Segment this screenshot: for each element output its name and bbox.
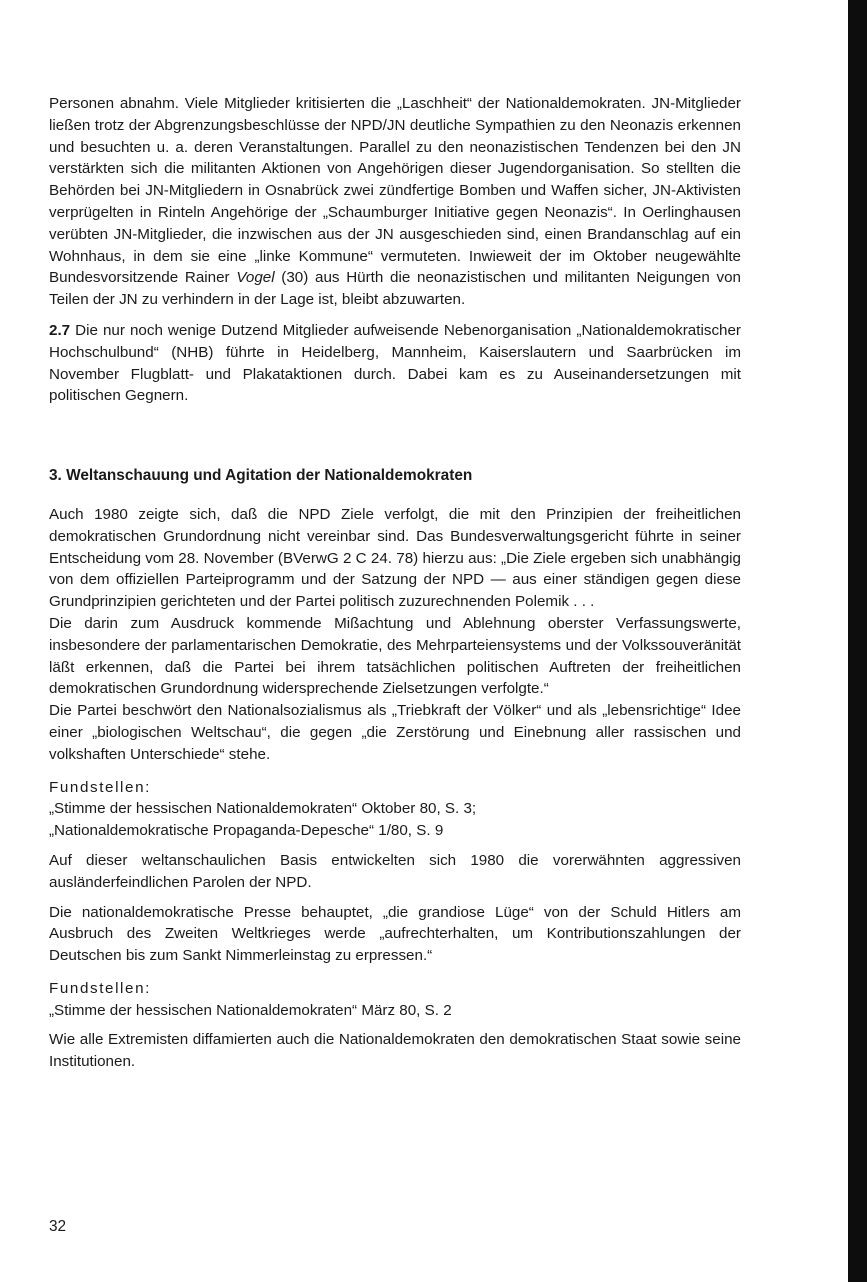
- paragraph-party: Die Partei beschwört den Nationalsozialismus als „Triebkraft der Völker“ und als „lebensrichtige“ Idee einer „biologischen Weltschau“, die gegen „die Zerstörung und Einebnung aller rassischen und volkshaften Unterschiede“ stehe.: [49, 702, 741, 763]
- sources-label: Fundstellen:: [49, 979, 151, 997]
- section-number: 2.7: [49, 321, 71, 339]
- paragraph-nhb: [49, 320, 741, 407]
- paragraph-extremists: Wie alle Extremisten diffamierten auch die Nationaldemokraten den demokratischen Staat sowie seine Institutionen.: [49, 1031, 741, 1071]
- paragraph-jn-end: (30) aus Hürth die neonazistischen und militanten Neigungen von Teilen der JN zu verhindern in der Lage ist, bleibt abzuwarten.: [49, 269, 741, 309]
- document-page: [49, 93, 741, 1073]
- source-citation: „Stimme der hessischen Nationaldemokraten“ März 80, S. 2: [49, 1001, 452, 1019]
- page-number: 32: [49, 1218, 67, 1235]
- paragraph-quote: Die darin zum Ausdruck kommende Mißachtung und Ablehnung oberster Verfassungswerte, insbesondere der parlamentarischen Demokratie, des Mehrparteiensystems und der Volkssouveränität läßt erkennen, daß die Partei bei ihrem tatsächlichen politischen Auftreten der freiheitlichen demokratischen Grundordnung widersprechende Zielsetzungen verfolgte.“: [49, 614, 741, 698]
- paragraph-press: Die nationaldemokratische Presse behauptet, „die grandiose Lüge“ von der Schuld Hitlers am Ausbruch des Zweiten Weltkrieges werde „aufrechterhalten, um Kontributionszahlungen der Deutschen bis zum Sankt Nimmerleinstag zu erpressen.“: [49, 903, 741, 965]
- person-name: Vogel: [236, 269, 275, 287]
- sources-label: Fundstellen:: [49, 778, 151, 796]
- scan-edge-bar: [848, 0, 867, 1282]
- paragraph-court: Auch 1980 zeigte sich, daß die NPD Ziele verfolgt, die mit den Prinzipien der freiheitlichen demokratischen Grundordnung nicht vereinbar sind. Das Bundesverwaltungsgericht führte in seiner Entscheidung vom 28. November (BVerwG 2 C 24. 78) hierzu aus: „Die Ziele ergeben sich unabhängig von dem offiziellen Parteiprogramm und der Satzung der NPD — aus einer ständigen gegen diese Grundprinzipien gerichteten und der Partei politisch zuzurechnenden Polemik . . .: [49, 505, 741, 611]
- paragraph-nhb-text: Die nur noch wenige Dutzend Mitglieder aufweisende Nebenorganisation „Nationaldemokratischer Hochschulbund“ (NHB) führte in Heidelberg, Mannheim, Kaiserslautern und Saarbrücken im November Flugblatt- und Plakataktionen durch. Dabei kam es zu Auseinandersetzungen mit politischen Gegnern.: [49, 321, 741, 405]
- source-citation: „Stimme der hessischen Nationaldemokraten“ Oktober 80, S. 3;: [49, 800, 477, 818]
- paragraph-basis: Auf dieser weltanschaulichen Basis entwickelten sich 1980 die vorerwähnten aggressiven ausländerfeindlichen Parolen der NPD.: [49, 851, 741, 891]
- paragraph-jn: [49, 93, 741, 311]
- section-heading: 3. Weltanschauung und Agitation der Nationaldemokraten: [49, 467, 473, 485]
- source-citation: „Nationaldemokratische Propaganda-Depesche“ 1/80, S. 9: [49, 822, 444, 840]
- paragraph-jn-text: Personen abnahm. Viele Mitglieder kritisierten die „Laschheit“ der Nationaldemokraten. JN-Mitglieder ließen trotz der Abgrenzungsbeschlüsse der NPD/JN deutliche Sympathien zu den Neonazis erkennen und besuchten u. a. deren Veranstaltungen. Parallel zu den neonazistischen Tendenzen bei den JN verstärkten sich die militanten Aktionen von Angehörigen dieser Jugendorganisation. So stellten die Behörden bei JN-Mitgliedern in Osnabrück zwei zündfertige Bomben und Waffen sicher, JN-Aktivisten verprügelten in Rinteln Angehörige der „Schaumburger Initiative gegen Neonazis“. In Oerlinghausen verübten JN-Mitglieder, die inzwischen aus der JN ausgeschieden sind, einen Brandanschlag auf ein Wohnhaus, in dem sie eine „linke Kommune“ vermuteten. Inwieweit der im Oktober neugewählte Bundesvorsitzende Rainer: [49, 95, 741, 287]
